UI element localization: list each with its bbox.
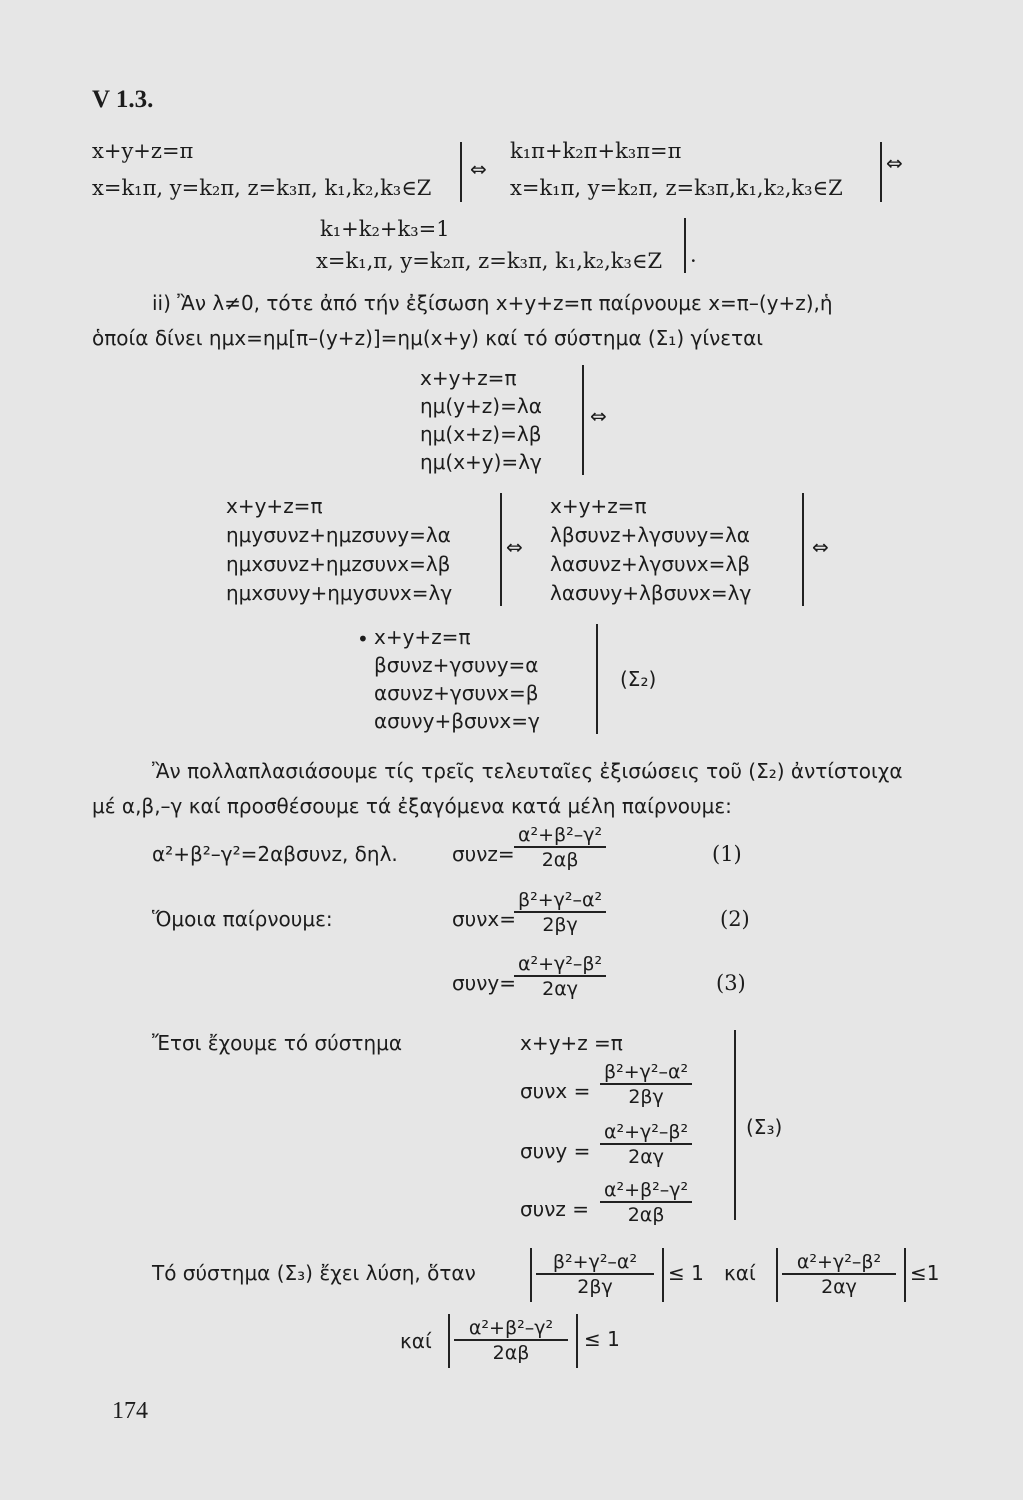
sys-d-line: ασυνy+βσυνx=γ [374,709,540,733]
sys-d-line: βσυνz+γσυνy=α [374,653,539,677]
sys-b-line: ημyσυνz+ημzσυνy=λα [226,523,451,547]
block1-next2: x=k₁,π, y=k₂π, z=k₃π, k₁,k₂,k₃∈Z [316,249,663,273]
sys-d-label: (Σ₂) [620,667,657,691]
sys-c-line: λασυνz+λγσυνx=λβ [550,552,750,576]
sys-c-line: λασυνy+λβσυνx=λγ [550,581,752,605]
eq1-fn: συνz= [452,842,515,866]
para-ii-line2: ὁποία δίνει ημx=ημ[π–(y+z)]=ημ(x+y) καί τό σύστημα (Σ₁) γίνεται [92,326,764,350]
condition-fraction-3 [454,1317,568,1364]
condition-le-1: ≤ 1 [668,1261,704,1285]
condition-numerator-3: α²+β²–γ² [454,1317,568,1341]
sys-c-line: λβσυνz+λγσυνy=λα [550,523,750,547]
sys-b-line: ημxσυνy+ημyσυνx=λγ [226,581,453,605]
sys-e-fn: συνz = [520,1197,590,1221]
sys-e-denominator: 2αγ [628,1146,665,1168]
sys-d-line: x+y+z=π [374,625,471,649]
eq3-fn: συνy= [452,971,517,995]
iff-symbol: ⇔ [470,157,487,181]
eq2-fn: συνx= [452,907,517,931]
condition-and-2: καί [400,1329,432,1353]
sys-d-brace [588,624,598,734]
sys-a-line: ημ(x+z)=λβ [420,422,542,446]
block1-line2: x=k₁π, y=k₂π, z=k₃π, k₁,k₂,k₃∈Z [92,176,432,200]
block1-brace-left [452,142,462,202]
sys-b-brace [492,493,502,606]
sys-e-denominator: 2βγ [628,1086,664,1108]
condition-denominator-2: 2αγ [821,1276,857,1298]
iff-symbol: ⇔ [590,404,607,428]
sys-e-numerator: β²+γ²–α² [600,1061,692,1085]
thus-text: Ἔτσι ἔχουμε τό σύστημα [152,1031,403,1055]
sys-a-line: ημ(y+z)=λα [420,394,542,418]
sys-b-line: ημxσυνz+ημzσυνx=λβ [226,552,451,576]
eq1-fraction [514,824,606,871]
eq3-denominator: 2αγ [542,978,579,1000]
block1-line1: x+y+z=π [92,139,194,163]
block1-dot: · [690,249,697,273]
condition-fraction-2 [782,1251,896,1298]
eq1-lhs: α²+β²–γ²=2αβσυνz, δηλ. [152,842,398,866]
sys-e-fn: συνx = [520,1079,591,1103]
block1-brace-next [676,218,686,273]
bullet: • [357,627,369,651]
sys-e-brace [726,1030,736,1220]
condition-numerator-1: β²+γ²–α² [536,1251,654,1275]
sys-e-fraction [600,1121,692,1168]
eq3-tag: (3) [716,971,746,995]
sys-e-fraction [600,1061,692,1108]
condition-fraction-1 [536,1251,654,1298]
similarly-text: Ὅμοια παίρνουμε: [152,907,333,931]
iff-symbol: ⇔ [886,151,903,175]
sys-e-fn: συνy = [520,1139,591,1163]
sys-c-line: x+y+z=π [550,494,647,518]
page-number: 174 [112,1398,148,1424]
para-mult-line2: μέ α,β,–γ καί προσθέσουμε τά ἐξαγόμενα κατά μέλη παίρνουμε: [92,794,732,818]
eq3-fraction [514,953,606,1000]
sys-e-numerator: α²+γ²–β² [600,1121,692,1145]
condition-text: Τό σύστημα (Σ₃) ἔχει λύση, ὅταν [152,1261,476,1285]
sys-a-line: x+y+z=π [420,366,517,390]
condition-numerator-2: α²+γ²–β² [782,1251,896,1275]
sys-e-first: x+y+z =π [520,1031,623,1055]
sys-e-fraction [600,1179,692,1226]
block1-right2: x=k₁π, y=k₂π, z=k₃π,k₁,k₂,k₃∈Z [510,176,843,200]
condition-and-1: καί [724,1261,756,1285]
condition-denominator-3: 2αβ [492,1342,530,1364]
sys-e-denominator: 2αβ [627,1204,665,1226]
sys-c-brace [794,493,804,606]
sys-e-numerator: α²+β²–γ² [600,1179,692,1203]
eq1-numerator: α²+β²–γ² [514,824,606,848]
sys-d-line: ασυνz+γσυνx=β [374,681,539,705]
sys-e-label: (Σ₃) [746,1115,783,1139]
eq3-numerator: α²+γ²–β² [514,953,606,977]
block1-right1: k₁π+k₂π+k₃π=π [510,139,682,163]
eq2-numerator: β²+γ²–α² [514,889,606,913]
sys-a-line: ημ(x+y)=λγ [420,450,542,474]
block1-brace-right [872,142,882,202]
eq1-tag: (1) [712,842,742,866]
eq2-fraction [514,889,606,936]
sys-a-brace [574,365,584,475]
condition-le-2: ≤1 [910,1261,940,1285]
section-heading: V 1.3. [92,86,154,113]
condition-denominator-1: 2βγ [577,1276,613,1298]
block1-next1: k₁+k₂+k₃=1 [320,217,450,241]
iff-symbol: ⇔ [506,535,523,559]
condition-le-3: ≤ 1 [584,1327,620,1351]
eq2-tag: (2) [720,907,750,931]
sys-b-line: x+y+z=π [226,494,323,518]
eq1-denominator: 2αβ [541,849,579,871]
para-ii-line1: ii) Ἂν λ≠0, τότε ἀπό τήν ἐξίσωση x+y+z=π παίρνουμε x=π–(y+z),ἡ [152,291,833,315]
eq2-denominator: 2βγ [542,914,578,936]
iff-symbol: ⇔ [812,535,829,559]
para-mult-line1: Ἂν πολλαπλασιάσουμε τίς τρεῖς τελευταῖες ἐξισώσεις τοῦ (Σ₂) ἀντίστοιχα [152,759,903,783]
